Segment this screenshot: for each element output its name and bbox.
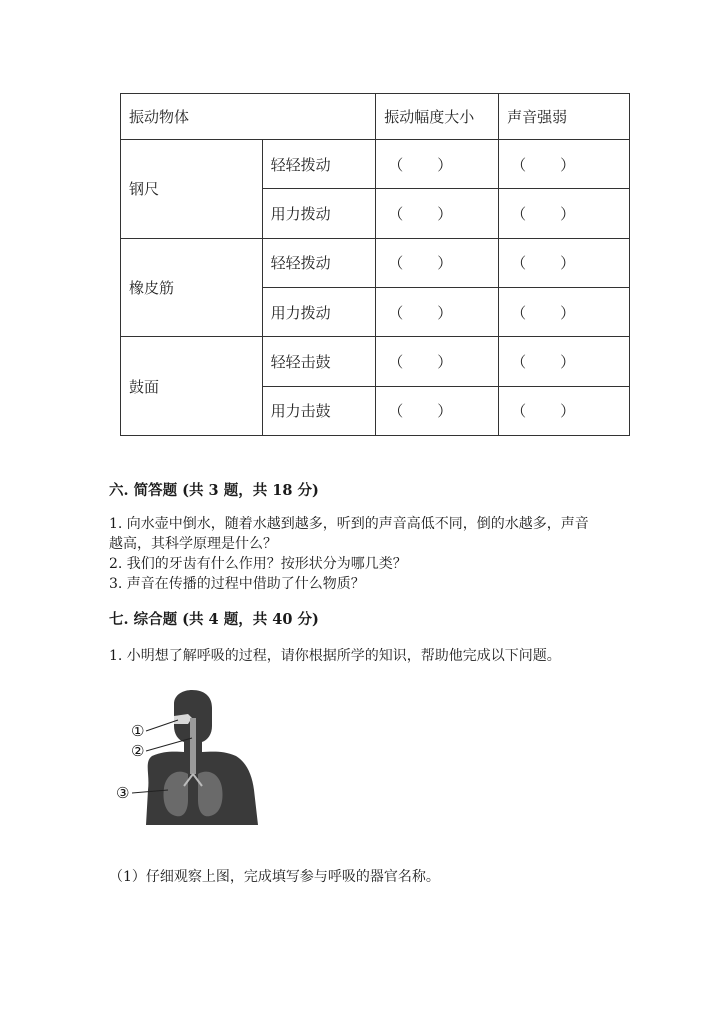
amplitude-blank[interactable]: （ ） [376,140,499,189]
header-amplitude: 振动幅度大小 [376,94,499,140]
figure-label-3: ③ [116,784,130,802]
vibration-table [120,93,630,436]
figure-label-2: ② [131,742,145,760]
action-cell: 用力拨动 [262,189,376,238]
loudness-blank[interactable]: （ ） [499,238,630,287]
section7-title: 七. 综合题 (共 4 题，共 40 分) [109,611,319,628]
object-cell: 鼓面 [121,337,263,436]
table-header-row [121,94,630,140]
section7-q1: 1. 小明想了解呼吸的过程，请你根据所学的知识，帮助他完成以下问题。 [109,648,561,664]
action-cell: 轻轻拨动 [262,238,376,287]
action-cell: 用力拨动 [262,287,376,336]
table-row [121,238,630,287]
amplitude-blank[interactable]: （ ） [376,189,499,238]
respiratory-system-figure [112,690,270,825]
object-cell: 橡皮筋 [121,238,263,337]
section6-q3: 3. 声音在传播的过程中借助了什么物质？ [109,576,365,592]
section6-q2: 2. 我们的牙齿有什么作用？按形状分为哪几类？ [109,556,407,572]
experiment-table-container [120,93,630,436]
header-object: 振动物体 [121,94,376,140]
action-cell: 轻轻击鼓 [262,337,376,386]
action-cell: 用力击鼓 [262,386,376,435]
section7-sub1: （1）仔细观察上图，完成填写参与呼吸的器官名称。 [109,869,440,885]
human-torso-illustration [112,690,270,825]
loudness-blank[interactable]: （ ） [499,287,630,336]
amplitude-blank[interactable]: （ ） [376,337,499,386]
amplitude-blank[interactable]: （ ） [376,238,499,287]
table-row [121,140,630,189]
amplitude-blank[interactable]: （ ） [376,386,499,435]
header-loudness: 声音强弱 [499,94,630,140]
section6-q1-line1: 1. 向水壶中倒水，随着水越到越多，听到的声音高低不同，倒的水越多，声音 [109,516,589,532]
action-cell: 轻轻拨动 [262,140,376,189]
loudness-blank[interactable]: （ ） [499,140,630,189]
section6-title: 六. 简答题 (共 3 题，共 18 分) [109,482,319,499]
loudness-blank[interactable]: （ ） [499,337,630,386]
amplitude-blank[interactable]: （ ） [376,287,499,336]
loudness-blank[interactable]: （ ） [499,189,630,238]
loudness-blank[interactable]: （ ） [499,386,630,435]
object-cell: 钢尺 [121,140,263,239]
section6-q1-line2: 越高，其科学原理是什么？ [109,536,277,552]
figure-label-1: ① [131,722,145,740]
table-row [121,337,630,386]
